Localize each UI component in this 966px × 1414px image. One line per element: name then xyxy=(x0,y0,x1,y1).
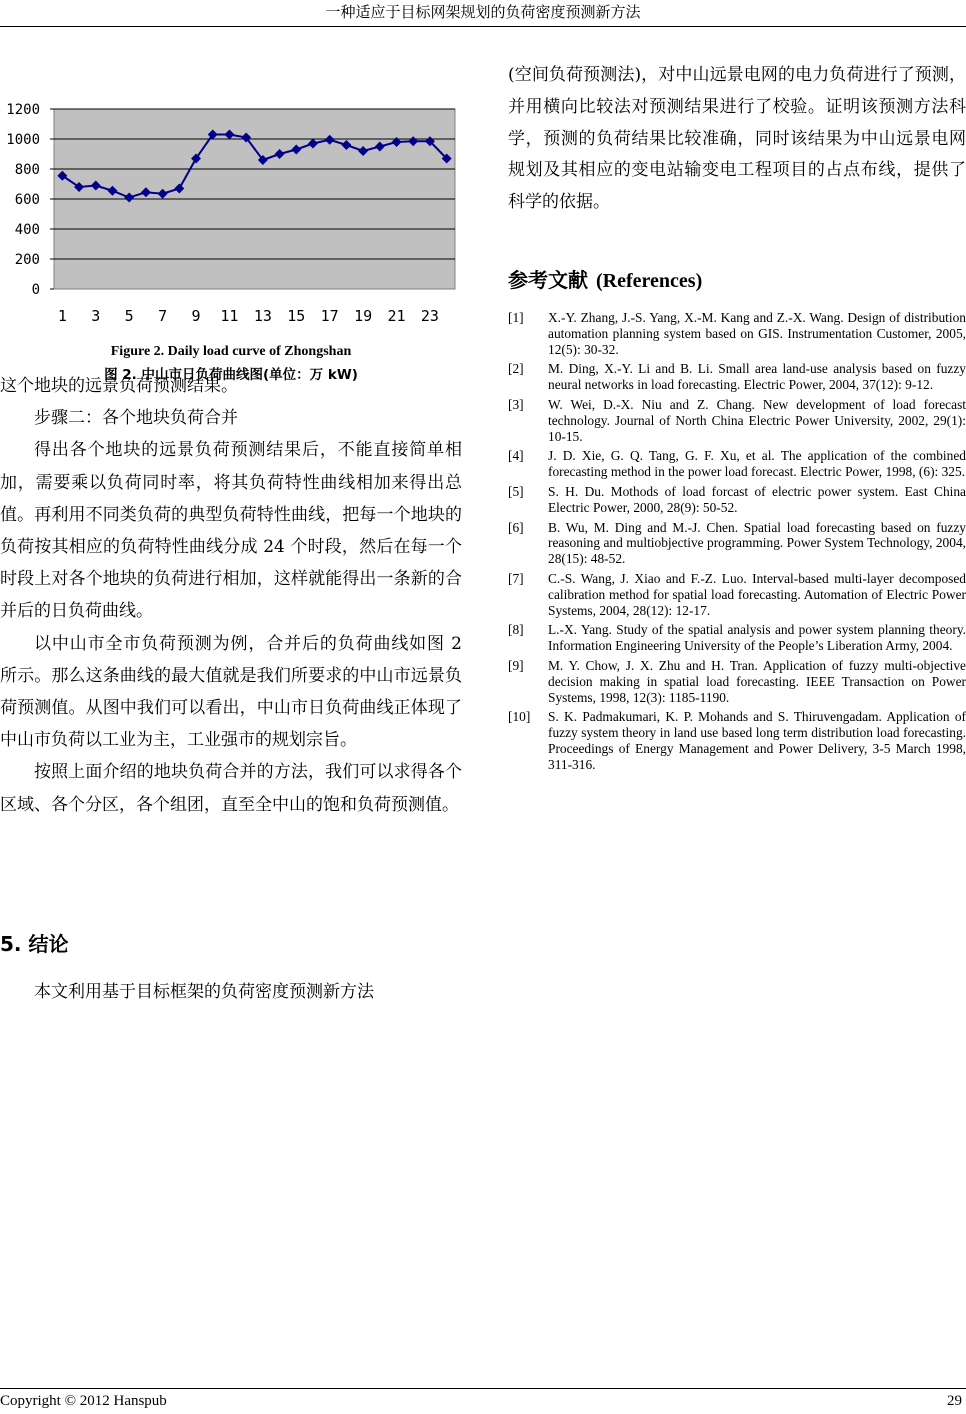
references-title-zh: 参考文献 xyxy=(508,268,588,292)
reference-text: S. K. Padmakumari, K. P. Mohands and S. Thiruvengadam. Application of fuzzy system theory in land use based long term distribution load forecasting. Proceedings of Energy Management and Power Delivery, 3-5 March 1998, 311-316. xyxy=(548,709,966,772)
running-header: 一种适应于目标网架规划的负荷密度预测新方法 xyxy=(325,3,641,21)
reference-number: [9] xyxy=(508,657,524,673)
section-title-conclusion: 5. 结论 xyxy=(0,932,69,956)
daily-load-chart xyxy=(0,60,462,330)
reference-item xyxy=(508,571,966,618)
reference-text: S. H. Du. Mothods of load forcast of electric power system. East China Electric Power, 2000, 28(9): 50-52. xyxy=(548,483,966,515)
reference-item xyxy=(508,310,966,357)
y-tick-label: 1000 xyxy=(6,132,40,148)
y-tick-label: 600 xyxy=(14,192,40,208)
reference-number: [3] xyxy=(508,396,524,412)
right-body-text xyxy=(508,60,966,219)
y-tick-label: 400 xyxy=(14,222,40,238)
x-tick-label: 11 xyxy=(220,307,239,325)
footer-copyright: Copyright © 2012 Hanspub xyxy=(0,1393,167,1409)
reference-item xyxy=(508,709,966,772)
reference-number: [7] xyxy=(508,570,524,586)
reference-number: [1] xyxy=(508,310,524,325)
conclusion-paragraph: 本文利用基于目标框架的负荷密度预测新方法 xyxy=(34,982,374,1002)
figure-caption-en: Figure 2. Daily load curve of Zhongshan xyxy=(110,344,352,359)
reference-item xyxy=(508,484,966,516)
reference-text: X.-Y. Zhang, J.-S. Yang, X.-M. Kang and Z.-X. Wang. Design of distribution automation planning system based on GIS. Instrumentation Customer, 2005, 12(5): 30-32. xyxy=(548,310,966,357)
paragraph: (空间负荷预测法)，对中山远景电网的电力负荷进行了预测，并用横向比较法对预测结果进行了校验。证明该预测方法科学，预测的负荷结果比较准确，同时该结果为中山远景电网规划及其相应的变电站输变电工程项目的占点布线，提供了科学的依据。 xyxy=(508,65,966,213)
y-tick-label: 1200 xyxy=(6,102,40,118)
reference-item xyxy=(508,520,966,567)
reference-text: B. Wu, M. Ding and M.-J. Chen. Spatial load forecasting based on fuzzy reasoning and multiobjective programming. Power System Technology, 2004, 28(15): 48-52. xyxy=(548,519,966,567)
reference-item xyxy=(508,622,966,654)
x-tick-label: 19 xyxy=(354,307,373,325)
references-title xyxy=(508,264,702,293)
reference-number: [4] xyxy=(508,448,524,464)
reference-item xyxy=(508,361,966,393)
reference-list xyxy=(508,310,966,777)
x-tick-label: 5 xyxy=(124,307,134,325)
reference-item xyxy=(508,658,966,705)
x-tick-label: 17 xyxy=(320,307,339,325)
reference-number: [10] xyxy=(508,709,531,725)
x-tick-label: 23 xyxy=(420,307,439,325)
paragraph: 按照上面介绍的地块负荷合并的方法，我们可以求得各个区域、各个分区，各个组团，直至全中山的饱和负荷预测值。 xyxy=(0,762,462,815)
y-tick-label: 800 xyxy=(14,162,40,178)
x-tick-label: 13 xyxy=(253,307,272,325)
x-tick-label: 15 xyxy=(287,307,306,325)
x-tick-label: 1 xyxy=(57,307,67,325)
reference-text: M. Ding, X.-Y. Li and B. Li. Small area land-use analysis based on fuzzy neural networks in load forecasting. Electric Power, 2004, 37(12): 9-12. xyxy=(548,361,966,393)
x-tick-label: 9 xyxy=(191,307,201,325)
reference-text: J. D. Xie, G. Q. Tang, G. F. Xu, et al. The application of the combined forecasting method in the power load forecast. Electric Power, 1998, (6): 325. xyxy=(548,448,966,480)
x-tick-label: 3 xyxy=(91,307,101,325)
figure-caption-zh: 图 2. 中山市日负荷曲线图(单位：万 kW) xyxy=(104,367,358,383)
reference-number: [5] xyxy=(508,483,524,499)
left-body-text xyxy=(0,370,462,821)
references-title-en: (References) xyxy=(596,270,703,292)
reference-number: [8] xyxy=(508,622,524,638)
paragraph: 步骤二：各个地块负荷合并 xyxy=(34,408,238,429)
reference-text: W. Wei, D.-X. Niu and Z. Chang. New development of load forecast technology. Journal of North China Electric Power University, 2002, 29(1): 10-15. xyxy=(548,396,966,444)
reference-text: C.-S. Wang, J. Xiao and F.-Z. Luo. Interval-based multi-layer decomposed calibration method for spatial load forecasting. Automation of Electric Power Systems, 2004, 28(12): 12-17. xyxy=(548,570,966,618)
paragraph: 得出各个地块的远景负荷预测结果后，不能直接简单相加，需要乘以负荷同时率，将其负荷特性曲线相加来得出总值。再利用不同类负荷的典型负荷特性曲线，把每一个地块的负荷按其相应的负荷特性曲线分成 24 个时段，然后在每一个时段上对各个地块的负荷进行相加，这样就能得出一条新的合并后的日负荷曲线。 xyxy=(0,440,462,622)
reference-number: [2] xyxy=(508,361,524,377)
header-rule xyxy=(0,26,966,27)
footer-rule xyxy=(0,1388,966,1389)
reference-item xyxy=(508,448,966,480)
paragraph: 以中山市全市负荷预测为例，合并后的负荷曲线如图 2 所示。那么这条曲线的最大值就是我们所要求的中山市远景负荷预测值。从图中我们可以看出，中山市日负荷曲线正体现了中山市负荷以工业为主，工业强市的规划宗旨。 xyxy=(0,633,462,751)
y-tick-label: 0 xyxy=(31,282,40,298)
x-tick-label: 21 xyxy=(387,307,406,325)
y-tick-label: 200 xyxy=(14,252,40,268)
reference-text: L.-X. Yang. Study of the spatial analysis and power system planning theory. Information Engineering University of the People’s Liberation Army, 2004. xyxy=(548,622,966,654)
reference-item xyxy=(508,397,966,444)
reference-text: M. Y. Chow, J. X. Zhu and H. Tran. Application of fuzzy multi-objective decision making in spatial load forecasting. IEEE Transaction on Power Systems, 1998, 12(3): 1185-1190. xyxy=(548,657,966,705)
x-tick-label: 7 xyxy=(158,307,168,325)
paragraph: 这个地块的远景负荷预测结果。 xyxy=(0,376,238,396)
page-number: 29 xyxy=(947,1393,962,1409)
right-column xyxy=(508,60,966,772)
reference-number: [6] xyxy=(508,519,524,535)
